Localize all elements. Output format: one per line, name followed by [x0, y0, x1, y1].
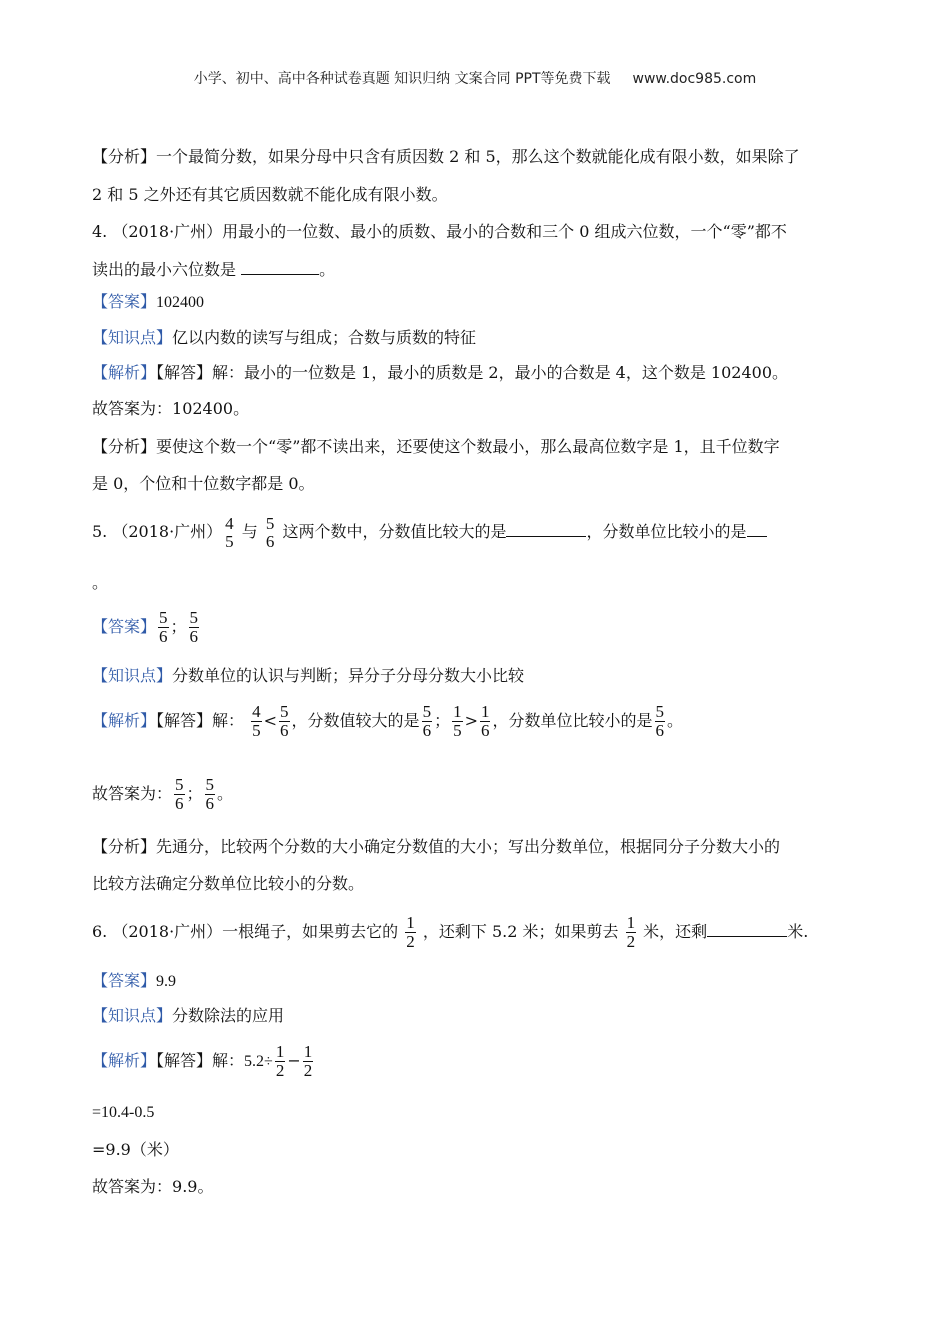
q5-solution-line [92, 700, 683, 742]
q4-knowledge-line [92, 328, 476, 348]
period: 。 [667, 711, 684, 730]
semi: ； [186, 784, 203, 803]
q5-mid: 这两个数中，分数值比较大的是 [282, 522, 507, 541]
q6-expr-frac-2: $\frac{1}{2}$ [303, 1042, 313, 1080]
q5-final-frac-2: $\frac{5}{6}$ [205, 775, 215, 813]
gudaan-label: 故答案为： [92, 1177, 173, 1196]
q6-mid2: 米，还剩 [643, 922, 708, 941]
zhishidian-label: 【知识点】 [92, 328, 173, 347]
q6-solution-line [92, 1040, 315, 1083]
q5-prefix: 5. （2018·广州） [92, 522, 223, 541]
daan-label: 【答案】 [92, 971, 157, 990]
q5-final-frac-1: $\frac{5}{6}$ [175, 775, 184, 813]
q6-answer: 9.9 [156, 973, 177, 990]
greater-than: > [464, 711, 478, 730]
q5-final-line [92, 773, 233, 815]
q4-solution-line [92, 363, 788, 383]
semi: ； [434, 711, 451, 730]
q5-fenxi-line2: 比较方法确定分数单位比较小的分数。 [92, 874, 365, 893]
q6-end: 米. [787, 922, 809, 941]
q5-answer-fraction-2: $\frac{5}{6}$ [189, 608, 199, 646]
q6-mid: ，还剩下 5.2 米；如果剪去 [422, 922, 619, 941]
q5-sol-frac-1: $\frac{4}{5}$ [252, 702, 261, 740]
fenxi-label: 【分析】 [92, 837, 157, 856]
q5-sol-frac-4: $\frac{1}{5}$ [453, 702, 462, 740]
q6-answer-line [92, 971, 176, 992]
q5-answer-fraction-1: $\frac{5}{6}$ [159, 608, 168, 646]
q5-stem-line1 [92, 510, 767, 554]
q6-answer-blank [707, 922, 787, 937]
q4-knowledge: 亿以内数的读写与组成；合数与质数的特征 [172, 328, 477, 347]
q4-solution: 最小的一位数是 1，最小的质数是 2，最小的合数是 4，这个数是 102400。 [244, 363, 789, 382]
jiexi-label: 【解析】 [92, 711, 157, 730]
header-text: 小学、初中、高中各种试卷真题 知识归纳 文案合同 PPT等免费下载 [193, 71, 611, 87]
q4-answer: 102400 [156, 294, 205, 311]
fenxi-label: 【分析】 [92, 437, 157, 456]
minus-sign: − [287, 1051, 301, 1070]
jie-label: 解： [212, 1051, 245, 1070]
jiexi-label: 【解析】 [92, 363, 157, 382]
q5-sol-frac-5: $\frac{1}{6}$ [480, 702, 490, 740]
q5-knowledge: 分数单位的认识与判断；异分子分母分数大小比较 [172, 666, 525, 685]
q6-stem-line [92, 910, 808, 954]
q4-fenxi-line1 [92, 437, 780, 457]
q5-sol-text-b: ，分数单位比较小的是 [492, 711, 653, 730]
q5-sol-frac-2: $\frac{5}{6}$ [280, 702, 289, 740]
q4-final-line [92, 399, 249, 419]
jie-label: 解： [212, 363, 245, 382]
q4-final: 102400。 [172, 399, 250, 418]
semi: ； [170, 617, 187, 636]
q5-fraction-4-5: 4 5 [225, 513, 234, 551]
zhishidian-label: 【知识点】 [92, 666, 173, 685]
q5-blank-2 [747, 522, 767, 537]
jiexi-label: 【解析】 [92, 1051, 157, 1070]
q4-fenxi-line2: 是 0，个位和十位数字都是 0。 [92, 474, 315, 493]
fenxi-label: 【分析】 [92, 147, 157, 166]
gudaan-label: 故答案为： [92, 399, 173, 418]
q5-fraction-5-6: 5 6 [265, 513, 275, 551]
q5-knowledge-line [92, 666, 524, 686]
q4-fenxi-text1: 要使这个数一个“零”都不读出来，还要使这个数最小，那么最高位数字是 1，且千位数字 [156, 437, 780, 456]
prev-fenxi-line1 [92, 147, 800, 167]
q4-stem-period: 。 [319, 260, 336, 279]
q5-sol-text-a: ，分数值较大的是 [291, 711, 420, 730]
page-header [0, 68, 950, 88]
q5-fenxi-text1: 先通分，比较两个分数的大小确定分数值的大小；写出分数单位，根据同分子分数大小的 [156, 837, 781, 856]
q5-answer-line [92, 606, 201, 648]
prev-fenxi-text1: 一个最简分数，如果分母中只含有质因数 2 和 5，那么这个数就能化成有限小数，如果除了 [156, 147, 800, 166]
q6-final: 9.9。 [172, 1177, 214, 1196]
q6-expr-frac-1: $\frac{1}{2}$ [275, 1042, 285, 1080]
q6-fraction-2: $\frac{1}{2}$ [626, 913, 636, 951]
period: 。 [217, 784, 234, 803]
q5-sol-frac-6: $\frac{5}{6}$ [655, 702, 664, 740]
jie-label: 解： [212, 711, 245, 730]
q5-blank-1 [506, 522, 586, 537]
gudaan-label: 故答案为： [92, 784, 173, 803]
q4-answer-blank [241, 260, 319, 275]
q6-final-line [92, 1177, 213, 1197]
less-than: < [263, 711, 278, 730]
q4-answer-line [92, 292, 204, 313]
q5-mid2: ，分数单位比较小的是 [586, 522, 747, 541]
zhishidian-label: 【知识点】 [92, 1006, 173, 1025]
jieda-label: 【解答】 [156, 1051, 213, 1070]
prev-fenxi-line2: 2 和 5 之外还有其它质因数就不能化成有限小数。 [92, 185, 448, 204]
q4-stem-text2: 读出的最小六位数是 [92, 260, 237, 279]
daan-label: 【答案】 [92, 292, 157, 311]
q6-knowledge: 分数除法的应用 [172, 1006, 285, 1025]
q6-expr-a: 5.2÷ [244, 1053, 273, 1070]
q4-stem-line1: 4. （2018·广州）用最小的一位数、最小的质数、最小的合数和三个 0 组成六位数，一个“零”都不 [92, 222, 787, 241]
q6-step-1: =10.4-0.5 [92, 1104, 155, 1121]
q5-sol-frac-3: $\frac{5}{6}$ [422, 702, 432, 740]
q6-step-2: =9.9（米） [92, 1140, 179, 1159]
daan-label: 【答案】 [92, 617, 157, 636]
q5-yu: 与 [241, 522, 258, 541]
q5-fenxi-line1 [92, 837, 780, 857]
jieda-label: 【解答】 [156, 363, 213, 382]
q6-fraction-1: $\frac{1}{2}$ [406, 913, 415, 951]
q6-prefix: 6. （2018·广州）一根绳子，如果剪去它的 [92, 922, 399, 941]
jieda-label: 【解答】 [156, 711, 213, 730]
q6-knowledge-line [92, 1006, 284, 1026]
header-url[interactable]: www.doc985.com [632, 71, 757, 87]
q5-stem-cont: 。 [92, 573, 109, 592]
q4-stem-line2 [92, 260, 335, 280]
